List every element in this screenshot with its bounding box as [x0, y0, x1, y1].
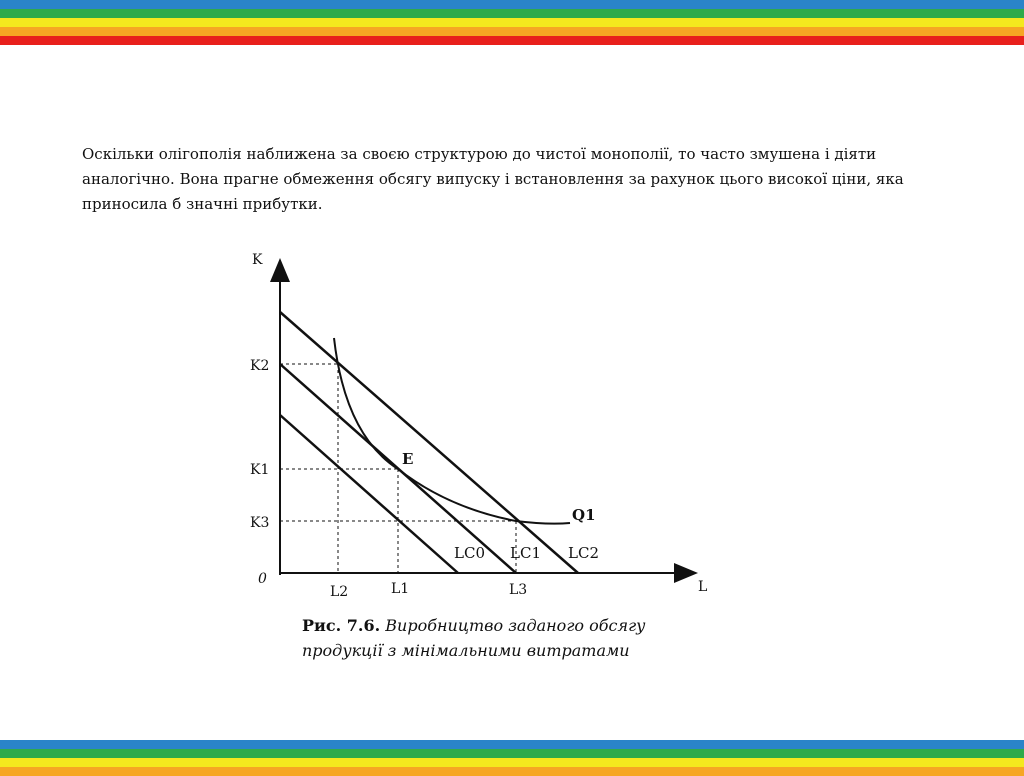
isocost-line-lc0	[280, 415, 458, 573]
figure-caption-line-2	[302, 641, 722, 660]
tick-k2: K2	[250, 358, 270, 374]
point-label-e: E	[402, 450, 414, 468]
line-label-lc0: LC0	[454, 544, 485, 562]
figure-caption-line-1	[302, 616, 722, 635]
bottom-rainbow-stripes	[0, 740, 1024, 776]
curve-label-q1: Q1	[572, 506, 596, 524]
isocost-line-lc2	[280, 312, 578, 573]
tick-l1: L1	[391, 581, 410, 597]
origin-label: 0	[258, 571, 267, 587]
body-paragraph: Оскільки олігополія наближена за своєю структурою до чистої монополії, то часто змушена і діяти аналогічно. Вона прагне обмеження обсягу випуску і встановлення за рахунок цього високої ціни, яка приносила б значні прибутки.	[82, 145, 904, 213]
isocost-isoquant-figure	[248, 250, 715, 675]
tick-k1: K1	[250, 462, 270, 478]
x-axis-label: L	[698, 579, 708, 595]
caption-title-part-2: продукції з мінімальними витратами	[302, 641, 630, 660]
line-label-lc2: LC2	[568, 544, 599, 562]
tick-l2: L2	[330, 584, 349, 600]
caption-number: Рис. 7.6.	[302, 616, 381, 635]
diagram-svg	[248, 250, 715, 675]
top-rainbow-stripes	[0, 0, 1024, 45]
tick-l3: L3	[509, 582, 528, 598]
y-axis-label: K	[252, 252, 263, 268]
line-label-lc1: LC1	[510, 544, 541, 562]
tick-k3: K3	[250, 515, 270, 531]
caption-title-part-1: Виробництво заданого обсягу	[385, 616, 646, 635]
